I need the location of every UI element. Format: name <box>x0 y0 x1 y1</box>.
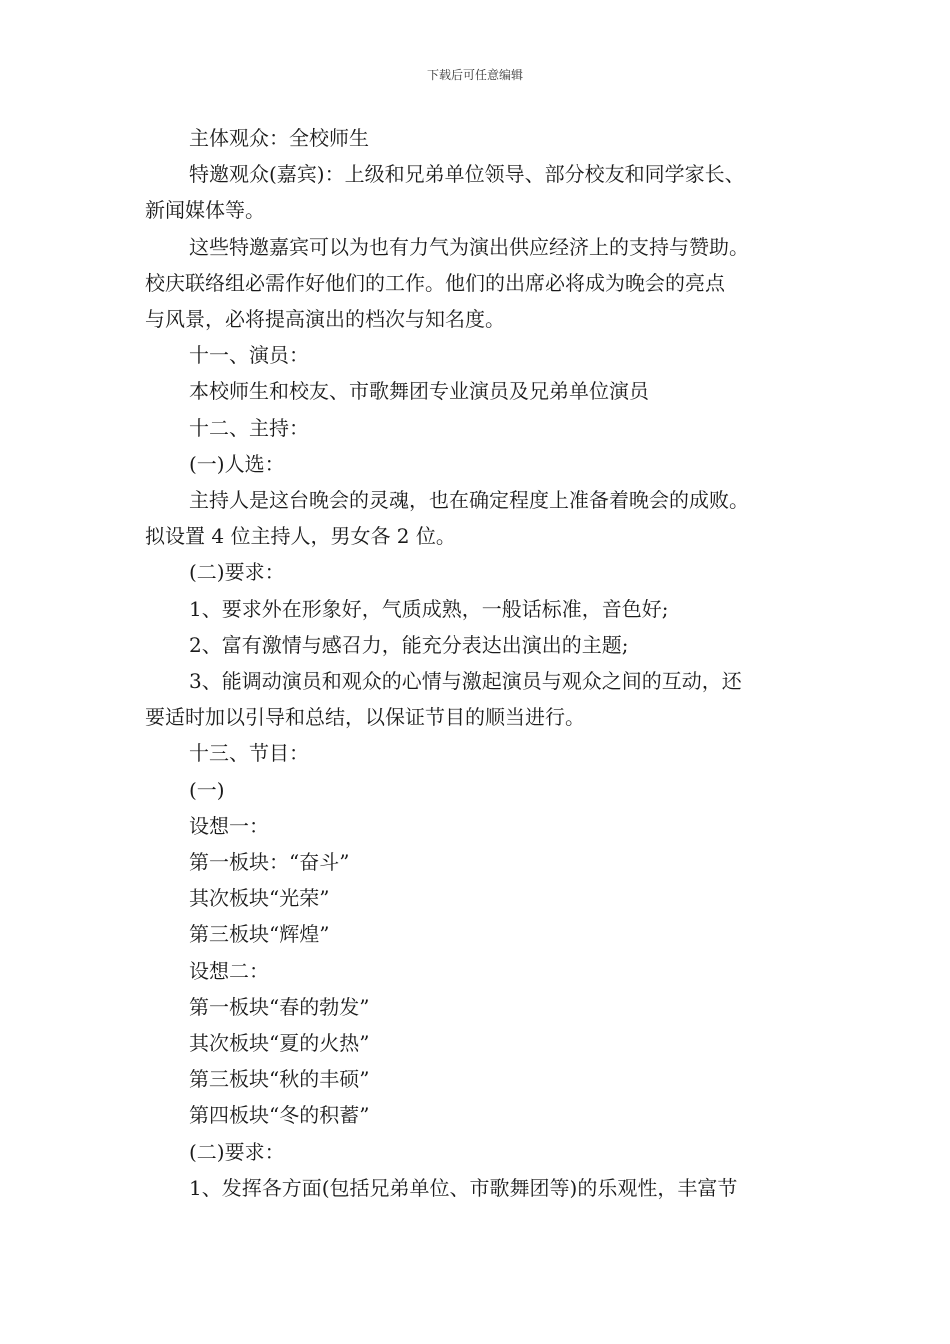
paragraph-line: 第三板块“秋的丰硕” <box>189 1067 370 1092</box>
paragraph-line: 设想二： <box>189 958 269 983</box>
paragraph-line: 其次板块“夏的火热” <box>189 1031 370 1056</box>
paragraph-line: 要适时加以引导和总结，以保证节目的顺当进行。 <box>145 705 585 730</box>
paragraph-line: (二)要求： <box>189 560 285 585</box>
paragraph-line: 十三、节目： <box>189 741 309 766</box>
paragraph-line: 拟设置 4 位主持人，男女各 2 位。 <box>145 524 456 549</box>
paragraph-line: 特邀观众(嘉宾)：上级和兄弟单位领导、部分校友和同学家长、 <box>189 162 745 187</box>
paragraph-line: (二)要求： <box>189 1139 285 1164</box>
document-body <box>145 120 825 1206</box>
paragraph-line: 本校师生和校友、市歌舞团专业演员及兄弟单位演员 <box>189 379 649 404</box>
paragraph-line: 第四板块“冬的积蓄” <box>189 1103 370 1128</box>
paragraph-line: 设想一： <box>189 813 269 838</box>
paragraph-line: 3、能调动演员和观众的心情与激起演员与观众之间的互动，还 <box>189 669 742 694</box>
paragraph-line: 第一板块“春的勃发” <box>189 994 370 1019</box>
paragraph-line: (一) <box>189 777 225 802</box>
paragraph-line: 第三板块“辉煌” <box>189 922 330 947</box>
paragraph-line: 这些特邀嘉宾可以为也有力气为演出供应经济上的支持与赞助。 <box>189 234 749 259</box>
paragraph-line: 主持人是这台晚会的灵魂，也在确定程度上准备着晚会的成败。 <box>189 488 749 513</box>
paragraph-line: 与风景，必将提高演出的档次与知名度。 <box>145 307 505 332</box>
paragraph-line: 1、要求外在形象好，气质成熟，一般话标准，音色好; <box>189 596 669 621</box>
paragraph-line: 第一板块：“奋斗” <box>189 850 350 875</box>
page-header: 下载后可任意编辑 <box>426 68 523 82</box>
paragraph-line: 主体观众：全校师生 <box>189 126 369 150</box>
paragraph-line: 十一、演员： <box>189 343 309 368</box>
paragraph-line: (一)人选： <box>189 451 285 476</box>
paragraph-line: 十二、主持： <box>189 415 309 440</box>
paragraph-line: 其次板块“光荣” <box>189 886 330 911</box>
paragraph-line: 2、富有激情与感召力，能充分表达出演出的主题; <box>189 632 629 657</box>
paragraph-line: 1、发挥各方面(包括兄弟单位、市歌舞团等)的乐观性，丰富节 <box>189 1175 738 1200</box>
paragraph-line: 校庆联络组必需作好他们的工作。他们的出席必将成为晚会的亮点 <box>145 270 725 295</box>
paragraph-line: 新闻媒体等。 <box>145 198 265 223</box>
